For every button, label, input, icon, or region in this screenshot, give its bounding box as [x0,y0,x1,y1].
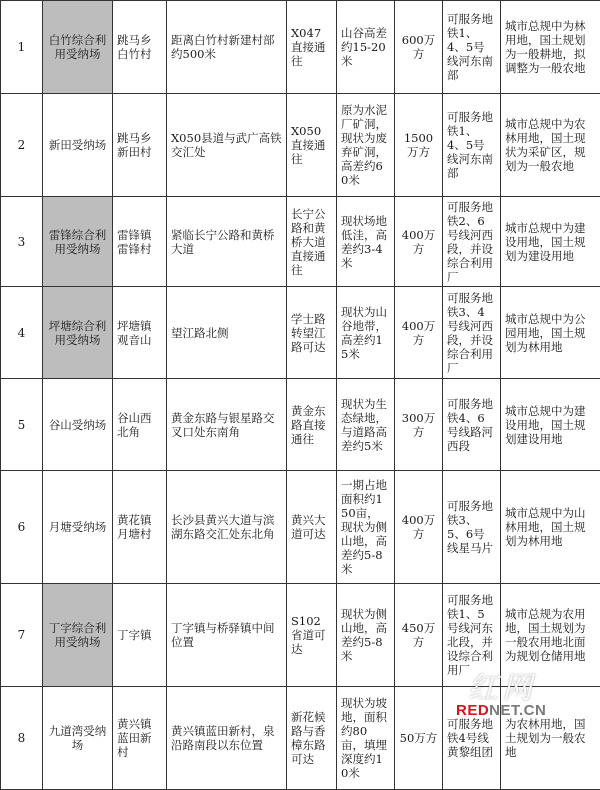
cell-site-name: 雷锋综合利用受纳场 [43,197,113,287]
cell-capacity: 400万方 [395,197,443,287]
cell-planning: 城市总规为农用地，国土规划为一般农用地北面为规划仓储用地 [501,584,600,687]
cell-metro-service: 可服务地铁1、4、5号线河东南部 [443,94,501,197]
cell-town-village: 跳马乡新田村 [113,94,167,197]
cell-capacity: 50万方 [395,687,443,790]
cell-terrain: 现状为坡地，面积约80亩，填埋深度约10米 [337,687,395,790]
cell-location: X050县道与武广高铁交汇处 [167,94,287,197]
cell-row-number: 7 [1,584,43,687]
cell-town-village: 坪塘镇观音山 [113,287,167,379]
cell-site-name: 九道湾受纳场 [43,687,113,790]
cell-row-number: 5 [1,379,43,471]
cell-town-village: 跳马乡白竹村 [113,1,167,94]
cell-row-number: 3 [1,197,43,287]
table-body [1,1,600,790]
cell-site-name: 白竹综合利用受纳场 [43,1,113,94]
cell-town-village: 黄花镇月塘村 [113,471,167,584]
watermark-brush-text: 红网 [468,672,536,706]
cell-traffic-access: 长宁公路和黄桥大道直接通往 [287,197,337,287]
cell-site-name: 丁字综合利用受纳场 [43,584,113,687]
table-row [1,287,600,379]
cell-capacity: 400万方 [395,287,443,379]
cell-terrain: 一期占地面积约150亩，现状为侧山地，高差约5-8米 [337,471,395,584]
cell-town-village: 雷锋镇雷锋村 [113,197,167,287]
cell-location: 长沙县黄兴大道与滨湖东路交汇处东北角 [167,471,287,584]
cell-capacity: 600万方 [395,1,443,94]
cell-terrain: 山谷高差约15-20米 [337,1,395,94]
cell-town-village: 丁字镇 [113,584,167,687]
cell-row-number: 8 [1,687,43,790]
cell-planning: 城市总规中为山林用地，国土规划为林用地 [501,471,600,584]
cell-row-number: 4 [1,287,43,379]
cell-metro-service: 可服务地铁2、6号线河西段，并设综合利用厂 [443,197,501,287]
cell-traffic-access: 学士路转望江路可达 [287,287,337,379]
table-row [1,197,600,287]
cell-location: 紧临长宁公路和黄桥大道 [167,197,287,287]
cell-location: 望江路北侧 [167,287,287,379]
cell-row-number: 1 [1,1,43,94]
table-row [1,1,600,94]
cell-site-name: 新田受纳场 [43,94,113,197]
cell-planning: 为农林用地，国土规划为一般农地 [501,687,600,790]
cell-capacity: 400万方 [395,471,443,584]
cell-traffic-access: 新花候路与香樟东路可达 [287,687,337,790]
cell-capacity: 450万方 [395,584,443,687]
cell-metro-service: 可服务地铁3、4号线河西段，并设综合利用厂 [443,287,501,379]
cell-traffic-access: S102省道可达 [287,584,337,687]
table-row [1,379,600,471]
cell-traffic-access: X047直接通往 [287,1,337,94]
cell-planning: 城市总规中为公园用地，国土规划为林用地 [501,287,600,379]
cell-row-number: 6 [1,471,43,584]
cell-planning: 城市总规中为农林用地，国土现状为采矿区，规划为一般农地 [501,94,600,197]
cell-row-number: 2 [1,94,43,197]
cell-metro-service: 可服务地铁1、4、5号线河东南部 [443,1,501,94]
cell-town-village: 谷山西北角 [113,379,167,471]
cell-terrain: 现状为生态绿地，与道路高差约5米 [337,379,395,471]
cell-metro-service: 可服务地铁4、6号线路河西段 [443,379,501,471]
cell-terrain: 原为水泥厂矿洞，现状为废弃矿洞，高差约60米 [337,94,395,197]
cell-planning: 城市总规中为建设用地，国土规划为建设用地 [501,197,600,287]
cell-site-name: 月塘受纳场 [43,471,113,584]
watermark-brand-gray: NET.CN [489,702,546,719]
cell-planning: 城市总规中为林用地，国土规划为一般耕地，拟调整为一般农地 [501,1,600,94]
table-row [1,94,600,197]
cell-traffic-access: X050直接通往 [287,94,337,197]
cell-metro-service: 可服务地铁4号线黄黎组团 [443,687,501,790]
cell-town-village: 黄兴镇蓝田新村 [113,687,167,790]
cell-location: 距离白竹村新建村部约500米 [167,1,287,94]
cell-location: 黄金东路与银星路交叉口处东南角 [167,379,287,471]
cell-metro-service: 可服务地铁1、5号线河东北段，并设综合利用厂 [443,584,501,687]
cell-terrain: 现状为侧山地，高差约5-8米 [337,584,395,687]
watermark-brand-red: RED [456,702,489,719]
cell-location: 黄兴镇蓝田新村，泉沿路南段以东位置 [167,687,287,790]
cell-capacity: 300万方 [395,379,443,471]
cell-terrain: 现状场地低洼，高差约3-4米 [337,197,395,287]
table-row [1,584,600,687]
cell-capacity: 1500万方 [395,94,443,197]
cell-metro-service: 可服务地铁3、5、6号线星马片 [443,471,501,584]
cell-terrain: 现状为山谷地带，高差约15米 [337,287,395,379]
cell-location: 丁字镇与桥驿镇中间位置 [167,584,287,687]
table-row [1,471,600,584]
cell-site-name: 谷山受纳场 [43,379,113,471]
cell-traffic-access: 黄兴大道可达 [287,471,337,584]
table-row [1,687,600,790]
cell-planning: 城市总规中为建设用地，国土规划建设用地 [501,379,600,471]
cell-site-name: 坪塘综合利用受纳场 [43,287,113,379]
cell-traffic-access: 黄金东路直接通往 [287,379,337,471]
